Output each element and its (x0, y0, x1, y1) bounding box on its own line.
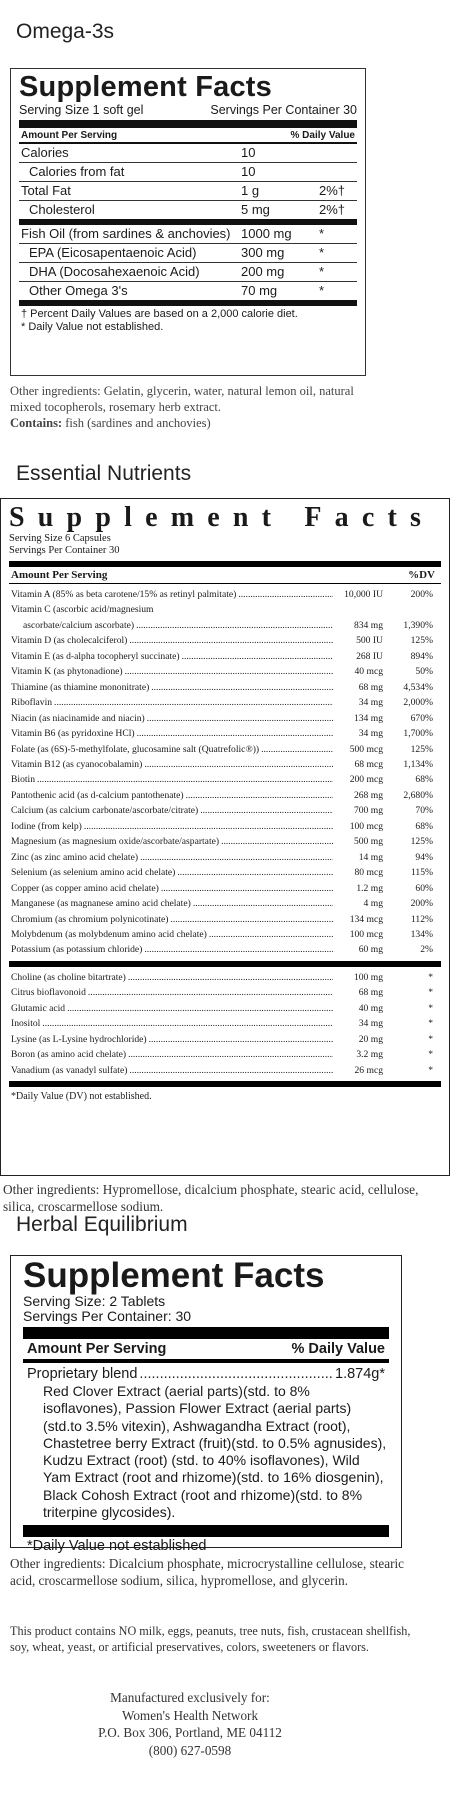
omega-nutrition-rows (19, 144, 357, 219)
nutrients-section-title: Essential Nutrients (16, 462, 192, 485)
dot-leader (151, 680, 333, 695)
omega-contains-value: fish (sardines and anchovies) (62, 416, 211, 430)
omega-row-name: Cholesterol (29, 202, 95, 217)
nutrient-name: Vitamin B6 (as pyridoxine HCl) (11, 728, 135, 740)
herbal-section-title: Herbal Equilibrium (16, 1213, 188, 1236)
herbal-blend-ingredients: Red Clover Extract (aerial parts)(std. to 8% isoflavones), Passion Flower Extract (aerial parts)(std.to 3.5% vitexin), Ashwagandha Extract (root), Chastetree berry Extract (fruit)(std. to 0.5% agnusides), Kudzu Extract (root) (std. to 40% isoflavones), Wild Yam Extract (root and rhizome)(std. to 16% diosgenin), Black Cohosh Extract (root and rhizome)(std. to 8% triterpine glycosides). (43, 1383, 387, 1521)
nutrient-dv: 1,390% (403, 619, 433, 631)
omega-contains-label: Contains: (10, 416, 63, 430)
nutrient-name: Zinc (as zinc amino acid chelate) (11, 851, 139, 863)
nutrient-amount: 34 mg (358, 1018, 383, 1030)
nutrient-row (9, 985, 441, 1000)
omega-row-amount: 5 mg (241, 202, 270, 217)
nutrient-name: Citrus bioflavonoid (11, 987, 86, 999)
dot-leader (193, 896, 333, 911)
nutrient-name: Copper (as copper amino acid chelate) (11, 882, 159, 894)
dot-leader (42, 1016, 333, 1031)
omega-row-dv: * (319, 283, 325, 298)
omega-footnotes (19, 306, 357, 336)
herbal-panel-title: Supplement Facts (23, 1256, 325, 1295)
herbal-footnote: *Daily Value not established (27, 1538, 207, 1555)
nutrient-amount: 500 mcg (349, 743, 383, 755)
dot-leader (238, 587, 333, 602)
nutrient-amount: 40 mcg (354, 666, 383, 678)
nutrient-row (9, 664, 441, 679)
nutrient-amount: 40 mg (358, 1002, 383, 1014)
omega-serving-size: Serving Size 1 soft gel (19, 103, 144, 117)
nutrients-amount-header: Amount Per Serving (11, 569, 108, 581)
manufacturer-info (0, 1689, 380, 1759)
nutrient-row (9, 850, 441, 865)
nutrient-amount: 100 mcg (349, 928, 383, 940)
nutrient-amount: 4 mg (363, 898, 383, 910)
omega-row-name: DHA (Docosahexaenoic Acid) (29, 264, 200, 279)
omega-serving-info (19, 103, 357, 117)
nutrient-dv: 894% (410, 650, 433, 662)
nutrient-name: Pantothenic acid (as d-calcium pantothenate) (11, 789, 184, 801)
dot-leader (88, 985, 333, 1000)
nutrient-name: Glutamic acid (11, 1002, 66, 1014)
nutrient-name: Vitamin E (as d-alpha tocopheryl succinate) (11, 650, 180, 662)
nutrient-name: Vitamin B12 (as cyanocobalamin) (11, 758, 143, 770)
nutrient-row (9, 772, 441, 787)
nutrient-name: Choline (as choline bitartrate) (11, 971, 126, 983)
nutrient-amount: 80 mcg (354, 867, 383, 879)
omega-row-name: Total Fat (21, 183, 71, 198)
omega-row-amount: 70 mg (241, 283, 278, 298)
nutrient-amount: 100 mcg (349, 820, 383, 832)
dot-leader (129, 1063, 333, 1078)
nutrient-amount: 100 mg (353, 971, 383, 983)
nutrient-row (9, 803, 441, 818)
dot-leader (137, 726, 333, 741)
nutrient-amount: 34 mg (358, 697, 383, 709)
nutrients-serving-size: Serving Size 6 Capsules (9, 533, 111, 544)
nutrient-dv: * (428, 1049, 433, 1061)
nutrient-dv: * (428, 1064, 433, 1076)
omega-footnote-dv: * Daily Value not established. (21, 321, 164, 333)
omega-supplement-facts-panel (10, 68, 366, 376)
nutrient-row (9, 649, 441, 664)
dot-leader (200, 803, 333, 818)
nutrient-dv: 112% (410, 913, 433, 925)
nutrient-name: Folate (as (6S)-5-methylfolate, glucosamine salt (Quatrefolic®)) (11, 743, 260, 755)
omega-row (19, 262, 357, 281)
nutrient-dv: 200% (410, 898, 433, 910)
nutrients-supplement-facts-panel (0, 498, 450, 1176)
omega-row-amount: 1000 mg (241, 226, 292, 241)
nutrient-name: ascorbate/calcium ascorbate) (23, 619, 135, 631)
nutrient-row (9, 1063, 441, 1078)
omega-column-header (19, 128, 357, 142)
nutrient-dv: 50% (415, 666, 433, 678)
nutrient-amount: 68 mg (358, 681, 383, 693)
nutrients-header-divider (9, 583, 441, 584)
nutrient-row (9, 896, 441, 911)
herbal-blend-row (23, 1365, 389, 1383)
nutrient-row (9, 1032, 441, 1047)
dot-leader (144, 942, 333, 957)
nutrient-amount: 134 mg (353, 712, 383, 724)
nutrient-amount: 14 mg (358, 851, 383, 863)
omega-row (19, 281, 357, 300)
herbal-other-ingredients: Other ingredients: Dicalcium phosphate, microcrystalline cellulose, stearic acid, croscarmellose sodium, silica, hypromellose, and glycerin. (10, 1556, 405, 1588)
nutrient-amount: 68 mcg (354, 758, 383, 770)
herbal-blend-name: Proprietary blend (27, 1366, 138, 1382)
nutrient-dv: 1,134% (403, 758, 433, 770)
omega-row (19, 200, 357, 219)
nutrient-row (9, 927, 441, 942)
herbal-supplement-facts-panel (10, 1255, 402, 1555)
dot-leader (144, 757, 333, 772)
dot-leader (161, 881, 333, 896)
nutrients-other-ingredients: Other ingredients: Hypromellose, dicalcium phosphate, stearic acid, cellulose, silica, croscarmellose sodium. (3, 1182, 419, 1214)
nutrient-name: Vanadium (as vanadyl sulfate) (11, 1064, 128, 1076)
nutrient-row (9, 834, 441, 849)
herbal-bottom-divider (23, 1525, 389, 1537)
omega-row-dv: * (319, 226, 325, 241)
nutrient-row (9, 1016, 441, 1031)
nutrient-amount: 500 IU (356, 635, 383, 647)
nutrient-row (9, 726, 441, 741)
omega-row (19, 181, 357, 200)
omega-contains (10, 415, 380, 431)
herbal-serving-size: Serving Size: 2 Tablets (23, 1293, 166, 1309)
omega-row (19, 225, 357, 243)
dot-leader (170, 912, 333, 927)
omega-other-ingredients: Other ingredients: Gelatin, glycerin, water, natural lemon oil, natural mixed tocopherols, rosemary herb extract. (10, 384, 354, 414)
omega-row-dv: * (319, 245, 325, 260)
nutrient-dv: 200% (410, 589, 433, 600)
nutrient-name: Vitamin D (as cholecalciferol) (11, 635, 128, 647)
nutrient-name: Riboflavin (11, 697, 53, 709)
nutrient-amount: 60 mg (358, 944, 383, 956)
nutrient-dv: 4,534% (403, 681, 433, 693)
nutrient-name: Manganese (as magnanese amino acid chelate) (11, 898, 191, 910)
nutrient-amount: 200 mcg (349, 774, 383, 786)
omega-fish-oil-rows (19, 225, 357, 300)
nutrients-mid-divider (9, 961, 441, 967)
nutrient-amount: 3.2 mg (356, 1049, 383, 1061)
herbal-blend-amount: 1.874g* (335, 1366, 385, 1382)
manufacturer-name: Women's Health Network (121, 1707, 259, 1723)
manufacturer-phone: (800) 627-0598 (148, 1742, 232, 1758)
dot-leader (129, 633, 333, 648)
dot-leader (186, 788, 333, 803)
nutrient-dv: 670% (410, 712, 433, 724)
nutrient-name: Potassium (as potassium chloride) (11, 944, 143, 956)
omega-row-amount: 1 g (241, 183, 260, 198)
nutrient-name: Iodine (from kelp) (11, 820, 82, 832)
nutrient-name: Calcium (as calcium carbonate/ascorbate/citrate) (11, 805, 199, 817)
nutrient-dv: 125% (410, 743, 433, 755)
nutrient-amount: 68 mg (358, 987, 383, 999)
nutrients-column-header (9, 567, 441, 583)
omega-row-dv (319, 144, 355, 162)
nutrient-row (9, 912, 441, 927)
omega-row-amount: 200 mg (241, 264, 285, 279)
omega-panel-title: Supplement Facts (19, 71, 272, 103)
nutrient-name: Niacin (as niacinamide and niacin) (11, 712, 145, 724)
dot-leader (128, 970, 333, 985)
omega-row-dv: 2%† (319, 202, 346, 217)
herbal-header-divider (23, 1359, 389, 1363)
herbal-thick-divider (23, 1327, 389, 1339)
omega-row-name: EPA (Eicosapentaenoic Acid) (29, 245, 197, 260)
dot-leader (182, 649, 333, 664)
nutrients-footnote: *Daily Value (DV) not established. (11, 1091, 152, 1103)
nutrient-dv: 2,680% (403, 789, 433, 801)
nutrient-dv: 70% (415, 805, 433, 817)
nutrient-row (9, 742, 441, 757)
nutrient-name: Thiamine (as thiamine mononitrate) (11, 681, 150, 693)
omega-thick-divider (19, 120, 357, 128)
nutrient-amount: 26 mcg (354, 1064, 383, 1076)
nutrient-dv: * (428, 1018, 433, 1030)
nutrient-row (9, 942, 441, 957)
nutrient-name: Molybdenum (as molybdenum amino acid chelate) (11, 928, 207, 940)
omega-row-name: Other Omega 3's (29, 283, 128, 298)
nutrient-amount: 34 mg (358, 728, 383, 740)
nutrient-amount: 10,000 IU (344, 589, 383, 600)
nutrient-amount: 834 mg (353, 619, 383, 631)
omega-row-dv: 2%† (319, 183, 346, 198)
nutrient-name: Vitamin A (85% as beta carotene/15% as retinyl palmitate) (11, 589, 237, 600)
dot-leader (149, 1032, 333, 1047)
nutrient-row (9, 865, 441, 880)
omega-row-dv (319, 163, 355, 181)
omega-row-amount: 300 mg (241, 245, 285, 260)
nutrient-dv: * (428, 1002, 433, 1014)
nutrient-row (9, 1001, 441, 1016)
nutrient-amount: 1.2 mg (356, 882, 383, 894)
omega-footnote-percent: † Percent Daily Values are based on a 2,000 calorie diet. (21, 308, 298, 320)
nutrient-dv: 125% (410, 635, 433, 647)
omega-row-amount: 10 (241, 145, 256, 160)
dot-leader (147, 711, 333, 726)
nutrient-dv: 68% (415, 774, 433, 786)
nutrient-amount: 268 mg (353, 789, 383, 801)
nutrient-name: Vitamin K (as phytonadione) (11, 666, 123, 678)
omega-row-amount: 10 (241, 164, 256, 179)
omega-row-dv: * (319, 264, 325, 279)
herbal-amount-header: Amount Per Serving (27, 1341, 167, 1357)
nutrient-row (9, 757, 441, 772)
nutrient-name: Chromium (as chromium polynicotinate) (11, 913, 169, 925)
omega-amount-header: Amount Per Serving (21, 130, 118, 141)
dot-leader (84, 819, 333, 834)
nutrient-dv: * (428, 1033, 433, 1045)
nutrient-row (9, 819, 441, 834)
nutrient-row (9, 970, 441, 985)
nutrient-amount: 20 mg (358, 1033, 383, 1045)
dot-leader (67, 1001, 333, 1016)
herbal-blend-leader (139, 1366, 333, 1383)
nutrient-row (9, 881, 441, 896)
nutrient-dv: 2% (420, 944, 433, 956)
nutrient-name: Inositol (11, 1018, 41, 1030)
nutrient-dv: 60% (415, 882, 433, 894)
nutrient-dv: 68% (415, 820, 433, 832)
dot-leader (54, 695, 333, 710)
nutrient-dv: 134% (410, 928, 433, 940)
omega-row-name: Calories from fat (29, 164, 125, 179)
nutrient-row (9, 602, 441, 617)
nutrient-row (9, 587, 441, 602)
dot-leader (177, 865, 333, 880)
manufacturer-line-1: Manufactured exclusively for: (110, 1690, 270, 1705)
nutrient-dv: 115% (410, 867, 433, 879)
nutrient-name: Lysine (as L-Lysine hydrochloride) (11, 1033, 147, 1045)
nutrient-row (9, 618, 441, 633)
nutrient-amount: 268 IU (356, 650, 383, 662)
dot-leader (140, 850, 333, 865)
nutrient-dv: * (428, 987, 433, 999)
nutrient-dv: * (428, 971, 433, 983)
omega-row (19, 162, 357, 181)
dot-leader (261, 742, 333, 757)
nutrient-row (9, 695, 441, 710)
nutrients-dv-header: %DV (408, 569, 435, 581)
omega-row-name: Fish Oil (from sardines & anchovies) (21, 226, 231, 241)
manufacturer-address: P.O. Box 306, Portland, ME 04112 (98, 1725, 282, 1740)
nutrient-name: Magnesium (as magnesium oxide/ascorbate/aspartate) (11, 836, 220, 848)
dot-leader (209, 927, 333, 942)
omega-row-name: Calories (21, 145, 69, 160)
herbal-allergen-statement: This product contains NO milk, eggs, peanuts, tree nuts, fish, crustacean shellfish, soy, wheat, yeast, or artificial preservatives, colors, sweeteners or flavors. (10, 1624, 411, 1655)
nutrients-panel-title: Supplement Facts (9, 502, 435, 533)
dot-leader (136, 618, 333, 633)
nutrient-amount: 500 mg (353, 836, 383, 848)
nutrient-name: Vitamin C (ascorbic acid/magnesium (11, 604, 154, 616)
nutrient-name: Boron (as amino acid chelate) (11, 1049, 127, 1061)
omega-section-title: Omega-3s (16, 20, 115, 43)
dot-leader (37, 772, 333, 787)
nutrient-dv: 125% (410, 836, 433, 848)
nutrients-vitamin-rows (9, 587, 441, 958)
nutrient-row (9, 788, 441, 803)
nutrient-dv: 94% (415, 851, 433, 863)
omega-dv-header: % Daily Value (290, 130, 355, 141)
omega-other-ingredients-block (10, 383, 380, 431)
dot-leader (128, 1047, 333, 1062)
nutrient-amount: 700 mg (353, 805, 383, 817)
nutrients-other-rows (9, 970, 441, 1078)
omega-row (19, 144, 357, 162)
nutrient-row (9, 1047, 441, 1062)
nutrients-servings-per-container: Servings Per Container 30 (9, 545, 120, 556)
nutrient-name: Selenium (as selenium amino acid chelate) (11, 867, 176, 879)
herbal-column-header (23, 1339, 389, 1359)
dot-leader (125, 664, 333, 679)
nutrient-row (9, 633, 441, 648)
herbal-servings-per-container: Servings Per Container: 30 (23, 1308, 192, 1324)
nutrient-amount: 134 mcg (349, 913, 383, 925)
nutrient-dv: 2,000% (403, 697, 433, 709)
nutrient-name: Biotin (11, 774, 35, 786)
omega-servings-per-container: Servings Per Container 30 (210, 103, 357, 117)
omega-row (19, 243, 357, 262)
nutrient-row (9, 711, 441, 726)
herbal-dv-header: % Daily Value (291, 1341, 385, 1357)
nutrient-row (9, 680, 441, 695)
nutrient-dv: 1,700% (403, 728, 433, 740)
dot-leader (221, 834, 333, 849)
